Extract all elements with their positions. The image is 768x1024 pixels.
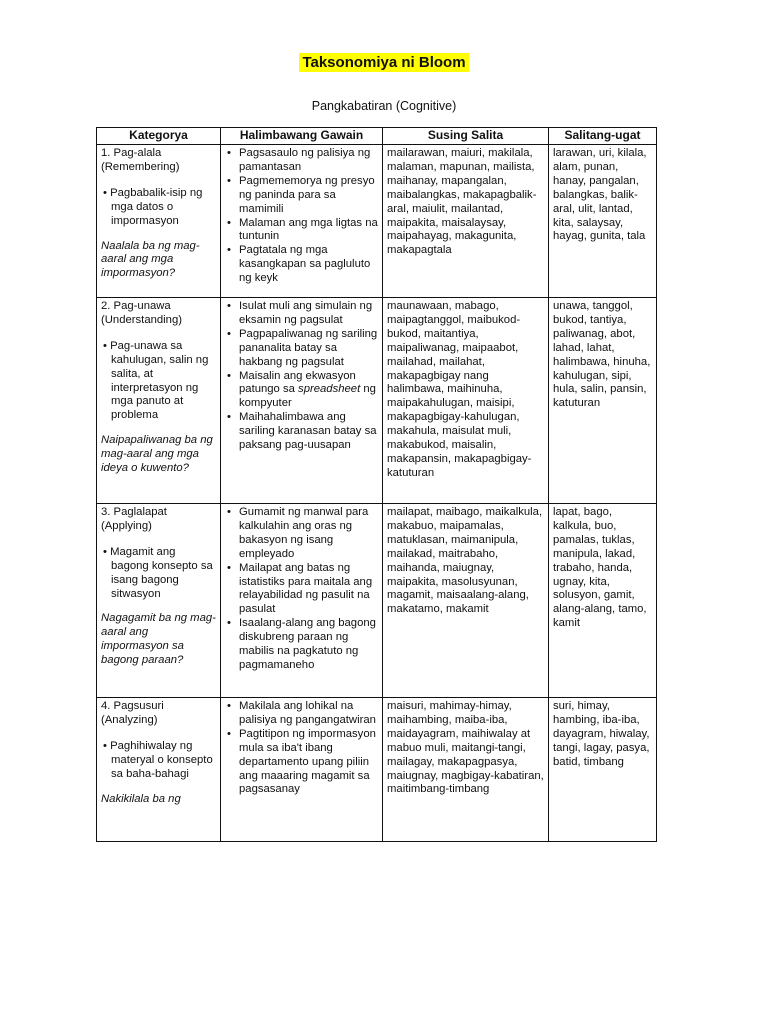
activities-cell bbox=[221, 298, 383, 504]
category-description: • Pagbabalik-isip ng mga datos o impormasyon bbox=[103, 186, 203, 227]
category-question: Nakikilala ba ng bbox=[101, 792, 181, 805]
activity-item: • Pagpapaliwanag ng sariling pananalita batay sa hakbang ng pagsulat bbox=[239, 328, 378, 370]
keywords-cell: mailapat, maibago, maikalkula, makabuo, maipamalas, matuklasan, maimanipula, mailakad, maitrabaho, maihanda, maiugnay, maipakita, masolusyunan, magamit, maisaalang-alang, makatamo, makamit bbox=[383, 504, 549, 698]
table-row bbox=[97, 504, 657, 698]
table-row bbox=[97, 298, 657, 504]
taxonomy-table bbox=[96, 127, 657, 842]
category-cell bbox=[97, 698, 221, 842]
category-cell bbox=[97, 504, 221, 698]
header-halimbawang-gawain: Halimbawang Gawain bbox=[221, 128, 383, 145]
activity-item: • Mailapat ang batas ng istatistiks para maitala ang relayabilidad ng pasulit na pasulat bbox=[239, 562, 378, 618]
table-row bbox=[97, 145, 657, 298]
activities-cell bbox=[221, 145, 383, 298]
keywords-cell: maunawaan, mabago, maipagtanggol, maibukod-bukod, maitantiya, maipaliwanag, maipaabot, mailahad, mailahat, makapagbigay nang halimbawa, maihinuha, maipakahulugan, maisipi, makapagbigay-kahulugan, makahula, maisulat muli, makabukod, maisalin, makapansin, makapagbigay-katuturan bbox=[383, 298, 549, 504]
roots-cell: larawan, uri, kilala, alam, punan, hanay, pangalan, balangkas, balik-aral, ulit, lantad, kita, salaysay, hayag, gunita, tala bbox=[549, 145, 657, 298]
activity-item: • Isaalang-alang ang bagong diskubreng paraan ng mabilis na pagkatuto ng pagmamaneho bbox=[239, 617, 378, 673]
activities-cell bbox=[221, 504, 383, 698]
header-susing-salita: Susing Salita bbox=[383, 128, 549, 145]
category-question: Nagagamit ba ng mag-aaral ang impormasyon sa bagong paraan? bbox=[101, 612, 216, 667]
category-cell bbox=[97, 145, 221, 298]
activity-item: • Makilala ang lohikal na palisiya ng pangangatwiran bbox=[239, 700, 378, 728]
keywords-cell: mailarawan, maiuri, makilala, malaman, mapunan, mailista, maihanay, mapangalan, maibalangkas, makapagbalik-aral, maiulit, mailantad, maipakita, maisalaysay, maipahayag, makagunita, makapagtala bbox=[383, 145, 549, 298]
activity-item: • Malaman ang mga ligtas na tuntunin bbox=[239, 217, 378, 245]
roots-cell: unawa, tanggol, bukod, tantiya, paliwanag, abot, lahad, lahat, halimbawa, hinuha, kahulugan, sipi, hula, salin, pansin, katuturan bbox=[549, 298, 657, 504]
category-question: Naipapaliwanag ba ng mag-aaral ang mga ideya o kuwento? bbox=[101, 434, 213, 475]
activities-cell bbox=[221, 698, 383, 842]
roots-cell: lapat, bago, kalkula, buo, pamalas, tuklas, manipula, lakad, trabaho, handa, ugnay, kita, solusyon, gamit, alang-alang, tamo, kamit bbox=[549, 504, 657, 698]
category-name: 2. Pag-unawa (Understanding) bbox=[101, 300, 183, 326]
activity-item: • Maihahalimbawa ang sariling karanasan batay sa paksang pag-uusapan bbox=[239, 411, 378, 453]
category-name: 1. Pag-alala (Remembering) bbox=[101, 147, 180, 173]
category-description: • Pag-unawa sa kahulugan, salin ng salita, at interpretasyon ng mga panuto at problema bbox=[103, 339, 209, 422]
table-header-row bbox=[97, 128, 657, 145]
category-description: • Paghihiwalay ng materyal o konsepto sa baha-bahagi bbox=[103, 739, 213, 780]
roots-cell: suri, himay, hambing, iba-iba, dayagram, hiwalay, tangi, lagay, pasya, batid, timbang bbox=[549, 698, 657, 842]
category-cell bbox=[97, 298, 221, 504]
table-row bbox=[97, 698, 657, 842]
category-question: Naalala ba ng mag-aaral ang mga impormasyon? bbox=[101, 239, 200, 280]
category-name: 3. Paglalapat (Applying) bbox=[101, 506, 167, 532]
header-salitang-ugat: Salitang-ugat bbox=[549, 128, 657, 145]
activity-item: • Pagsasaulo ng palisiya ng pamantasan bbox=[239, 147, 378, 175]
category-description: • Magamit ang bagong konsepto sa isang bagong sitwasyon bbox=[103, 545, 213, 600]
category-name: 4. Pagsusuri (Analyzing) bbox=[101, 700, 164, 726]
document-title: Taksonomiya ni Bloom bbox=[0, 54, 768, 72]
activity-item: • Pagtitipon ng impormasyon mula sa iba't ibang departamento upang piliin ang maaaring magamit sa pagsasanay bbox=[239, 728, 378, 798]
activity-item: • Isulat muli ang simulain ng eksamin ng pagsulat bbox=[239, 300, 378, 328]
activity-item: • Gumamit ng manwal para kalkulahin ang oras ng bakasyon ng isang empleyado bbox=[239, 506, 378, 562]
activity-item: • Maisalin ang ekwasyon patungo sa spreadsheet ng kompyuter bbox=[239, 370, 378, 412]
activity-item: • Pagtatala ng mga kasangkapan sa pagluluto ng keyk bbox=[239, 244, 378, 286]
document-subtitle: Pangkabatiran (Cognitive) bbox=[311, 99, 457, 113]
header-kategorya: Kategorya bbox=[97, 128, 221, 145]
activity-item: • Pagmememorya ng presyo ng paninda para sa mamimili bbox=[239, 175, 378, 217]
keywords-cell: maisuri, mahimay-himay, maihambing, maiba-iba, maidayagram, maihiwalay at mabuo muli, maitangi-tangi, mailagay, makapagpasya, maiugnay, magbigay-kabatiran, maitimbang-timbang bbox=[383, 698, 549, 842]
